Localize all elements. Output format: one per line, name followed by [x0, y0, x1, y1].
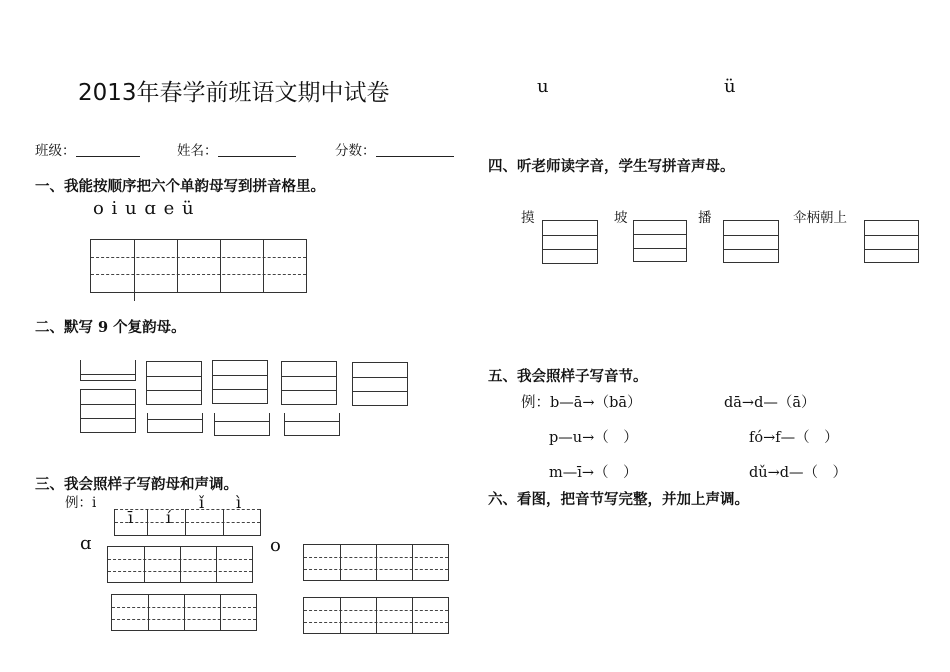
section3-example-label: 例：i [65, 495, 97, 511]
section3-grid-a2[interactable] [111, 594, 257, 631]
syllable-example-right: dā→d—（ā） [724, 395, 816, 411]
char-umbrella: 伞柄朝上 [793, 210, 847, 226]
section1-pinyin-grid[interactable] [90, 239, 307, 293]
tone-2: í [166, 508, 172, 527]
section3-heading: 三、我会照样子写韵母和声调。 [35, 476, 238, 493]
char-bo: 播 [698, 210, 712, 226]
score-blank[interactable] [376, 142, 454, 157]
initial-box[interactable] [723, 220, 779, 263]
section3-grid-a1[interactable] [107, 546, 253, 583]
initial-box[interactable] [542, 220, 598, 264]
section3-grid-o2[interactable] [303, 597, 449, 634]
tone-1: ī [128, 508, 134, 527]
compound-final-box[interactable] [352, 362, 408, 406]
section4-heading: 四、听老师读字音，学生写拼音声母。 [488, 158, 735, 175]
tone-4: ì [236, 493, 242, 512]
score-label: 分数： [335, 143, 376, 159]
compound-final-box[interactable] [212, 360, 268, 404]
compound-final-box[interactable] [80, 389, 136, 433]
syllable-q2[interactable]: fó→f—（ ） [749, 430, 839, 446]
header-letter-u: u [537, 76, 549, 97]
compound-final-box[interactable] [80, 360, 136, 381]
syllable-q4[interactable]: dǔ→d—（ ） [749, 465, 848, 481]
name-blank[interactable] [218, 142, 296, 157]
compound-final-box[interactable] [214, 413, 270, 436]
syllable-q1[interactable]: p—u→（ ） [549, 430, 638, 446]
compound-final-box[interactable] [281, 361, 337, 405]
section1-letters: o i u ɑ e ü [93, 198, 195, 219]
section3-example-grid [114, 509, 261, 536]
section5-heading: 五、我会照样子写音节。 [488, 368, 648, 385]
section3-letter-a: ɑ [80, 533, 92, 554]
section2-heading: 二、默写 9 个复韵母。 [35, 319, 186, 336]
class-blank[interactable] [76, 142, 140, 157]
class-field [35, 139, 140, 159]
char-mo: 摸 [521, 210, 535, 226]
compound-final-box[interactable] [146, 361, 202, 405]
class-label: 班级： [35, 143, 76, 159]
initial-box[interactable] [633, 220, 687, 262]
section3-letter-o: o [270, 535, 281, 556]
syllable-q3[interactable]: m—ī→（ ） [549, 465, 638, 481]
compound-final-box[interactable] [284, 413, 340, 436]
initial-box[interactable] [864, 220, 919, 263]
header-letter-v: ü [724, 76, 736, 97]
compound-final-box[interactable] [147, 413, 203, 433]
section1-heading: 一、我能按顺序把六个单韵母写到拼音格里。 [35, 178, 325, 195]
page-title: 2013年春学前班语文期中试卷 [78, 80, 390, 106]
grid-tick [134, 293, 135, 301]
name-label: 姓名： [177, 143, 218, 159]
syllable-example-left: 例：b—ā→（bā） [521, 395, 642, 411]
tone-3: ǐ [199, 493, 205, 512]
section3-grid-o1[interactable] [303, 544, 449, 581]
section6-heading: 六、看图，把音节写完整，并加上声调。 [488, 491, 749, 508]
name-field [177, 139, 296, 159]
score-field [335, 139, 454, 159]
char-po: 坡 [614, 210, 628, 226]
